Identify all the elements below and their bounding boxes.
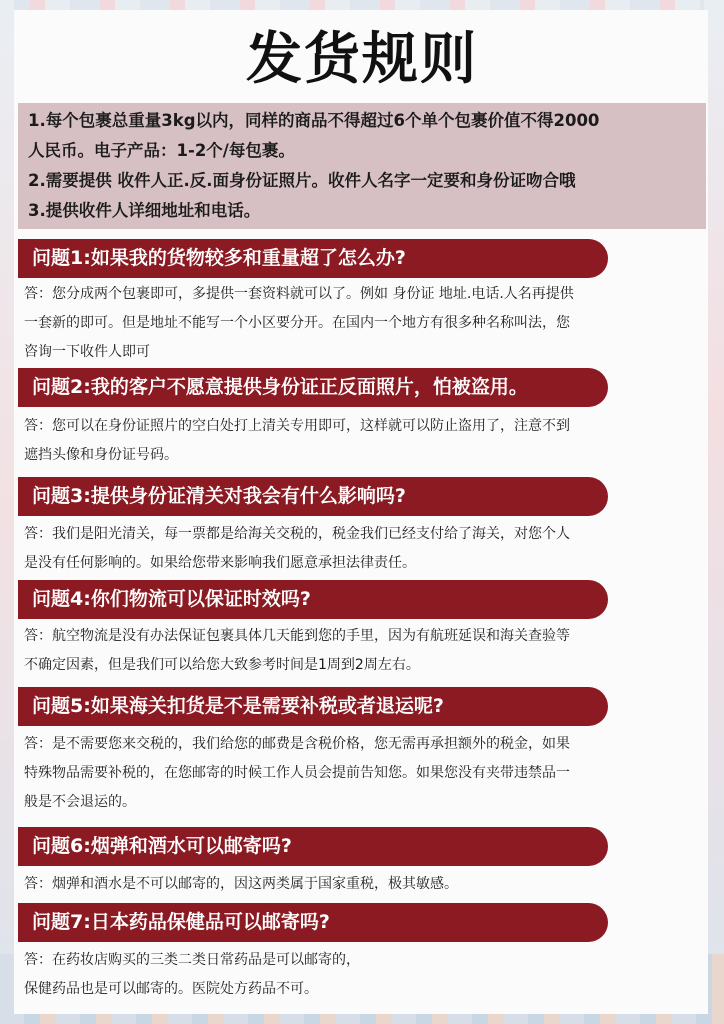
answer-line: 答：在药妆店购买的三类二类日常药品是可以邮寄的，: [24, 952, 360, 968]
answer-line: 咨询一下收件人即可: [24, 344, 150, 360]
answer-6: [24, 870, 710, 899]
answer-line: 答：您分成两个包裹即可，多提供一套资料就可以了。例如 身份证 地址.电话.人名再提供: [24, 286, 574, 302]
question-5-heading: 问题5:如果海关扣货是不是需要补税或者退运呢?: [18, 687, 608, 726]
question-7-heading: 问题7:日本药品保健品可以邮寄吗?: [18, 903, 608, 942]
answer-line: 特殊物品需要补税的，在您邮寄的时候工作人员会提前告知您。如果您没有夹带违禁品一: [24, 765, 570, 781]
answer-2: [24, 412, 710, 470]
rule-line: 2.需要提供 收件人正.反.面身份证照片。收件人名字一定要和身份证吻合哦: [28, 171, 576, 190]
answer-4: [24, 622, 710, 680]
answer-line: 答：是不需要您来交税的，我们给您的邮费是含税价格，您无需再承担额外的税金，如果: [24, 736, 570, 752]
answer-1: [24, 280, 710, 367]
rule-line: 人民币。电子产品：1-2个/每包裹。: [28, 141, 295, 160]
decorative-border-left: [0, 0, 14, 1024]
answer-line: 保健药品也是可以邮寄的。医院处方药品不可。: [24, 981, 318, 997]
rule-line: 3.提供收件人详细地址和电话。: [28, 201, 261, 220]
answer-line: 答：烟弹和酒水是不可以邮寄的，因这两类属于国家重税，极其敏感。: [24, 876, 458, 892]
question-3-heading: 问题3:提供身份证清关对我会有什么影响吗?: [18, 477, 608, 516]
answer-5: [24, 730, 710, 817]
question-2-heading: 问题2:我的客户不愿意提供身份证正反面照片，怕被盗用。: [18, 368, 608, 407]
answer-line: 是没有任何影响的。如果给您带来影响我们愿意承担法律责任。: [24, 555, 416, 571]
question-1-heading: 问题1:如果我的货物较多和重量超了怎么办?: [18, 239, 608, 278]
answer-line: 一套新的即可。但是地址不能写一个小区要分开。在国内一个地方有很多种名称叫法，您: [24, 315, 570, 331]
question-6-heading: 问题6:烟弹和酒水可以邮寄吗?: [18, 827, 608, 866]
answer-line: 答：我们是阳光清关，每一票都是给海关交税的，税金我们已经支付给了海关，对您个人: [24, 526, 570, 542]
answer-line: 不确定因素，但是我们可以给您大致参考时间是1周到2周左右。: [24, 657, 420, 673]
page-title: 发货规则: [246, 27, 478, 92]
question-4-heading: 问题4:你们物流可以保证时效吗?: [18, 580, 608, 619]
answer-line: 答：您可以在身份证照片的空白处打上清关专用即可，这样就可以防止盗用了，注意不到: [24, 418, 570, 434]
answer-line: 答：航空物流是没有办法保证包裹具体几天能到您的手里，因为有航班延误和海关查验等: [24, 628, 570, 644]
answer-7: [24, 946, 710, 1004]
answer-line: 遮挡头像和身份证号码。: [24, 447, 178, 463]
answer-line: 般是不会退运的。: [24, 794, 136, 810]
answer-3: [24, 520, 710, 578]
shipping-rules-box: [18, 103, 706, 229]
rule-line: 1.每个包裹总重量3kg以内，同样的商品不得超过6个单个包裹价值不得2000: [28, 111, 600, 130]
